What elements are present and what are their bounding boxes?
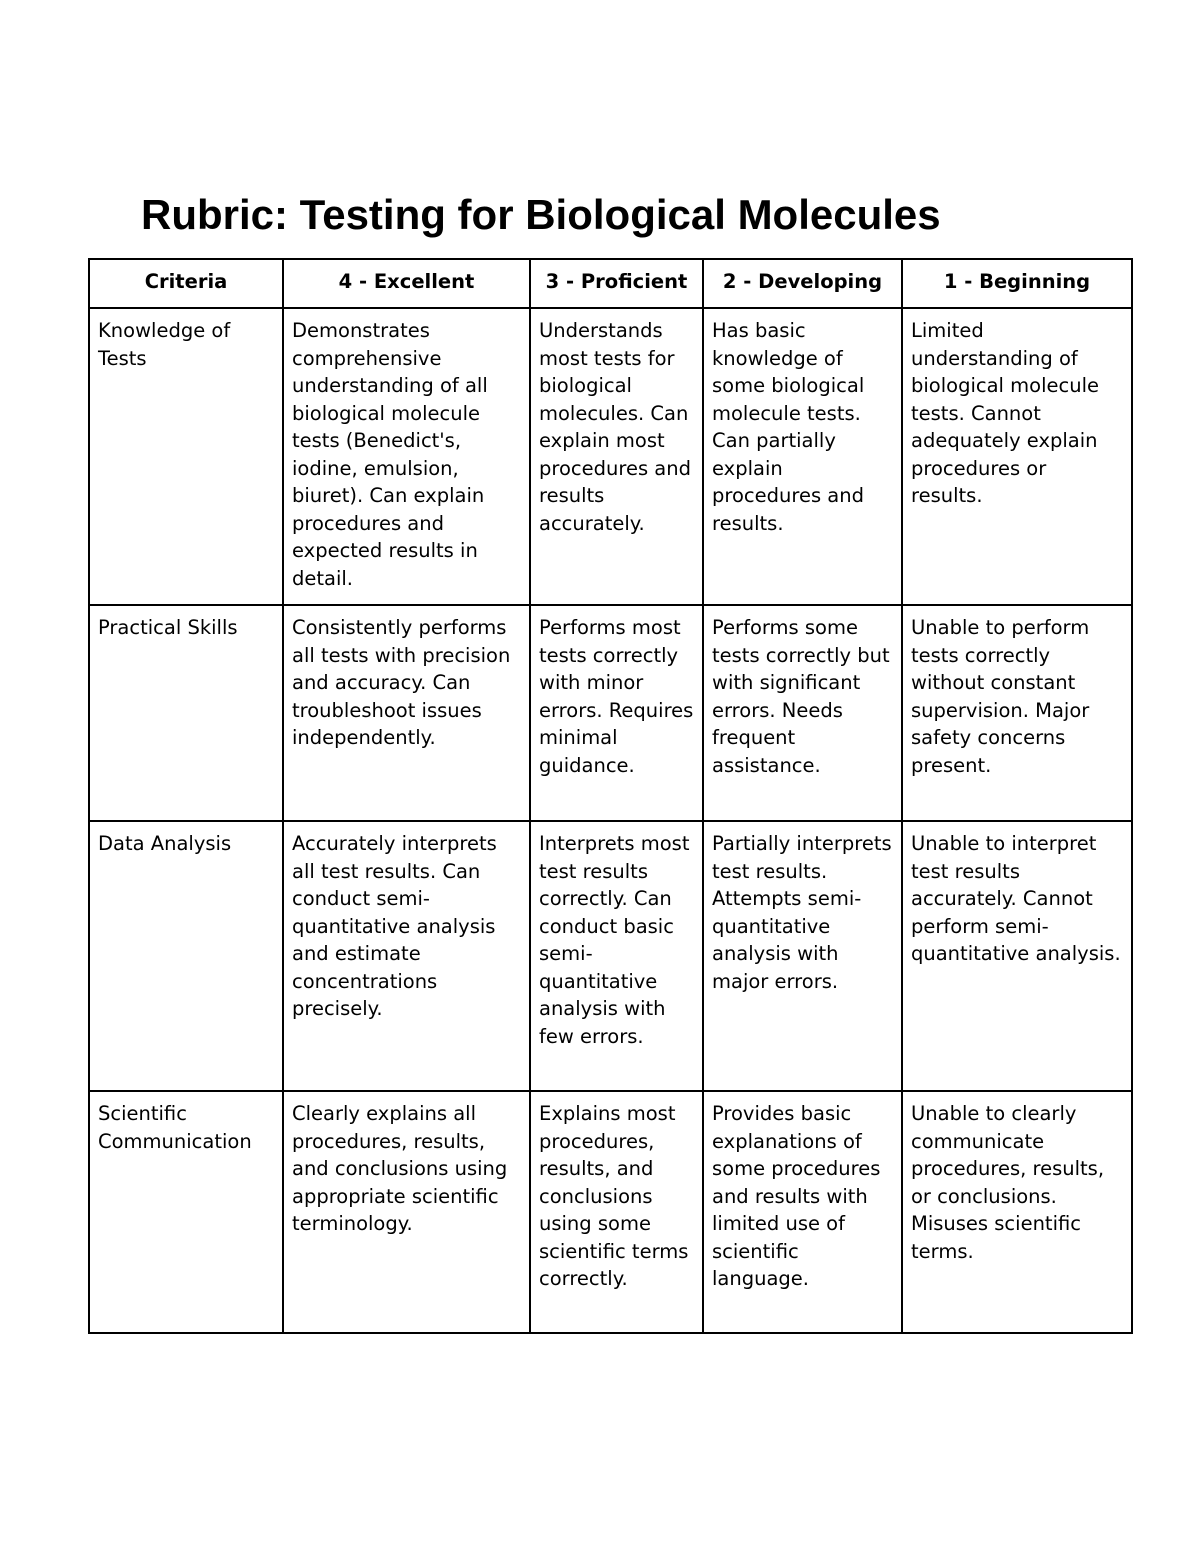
- header-excellent: 4 - Excellent: [283, 259, 530, 308]
- excellent-cell: Accurately interprets all test results. Can conduct semi-quantitative analysis and estimate concentrations precisely.: [283, 821, 530, 1091]
- developing-cell: Partially interprets test results. Attempts semi-quantitative analysis with major errors.: [703, 821, 902, 1091]
- criteria-cell: Practical Skills: [89, 605, 283, 821]
- table-row: [89, 605, 1132, 821]
- proficient-cell: Understands most tests for biological molecules. Can explain most procedures and results accurately.: [530, 308, 703, 605]
- header-proficient: 3 - Proficient: [530, 259, 703, 308]
- header-criteria: Criteria: [89, 259, 283, 308]
- beginning-cell: Unable to interpret test results accurately. Cannot perform semi-quantitative analysis.: [902, 821, 1132, 1091]
- proficient-cell: Interprets most test results correctly. Can conduct basic semi-quantitative analysis with few errors.: [530, 821, 703, 1091]
- developing-cell: Provides basic explanations of some procedures and results with limited use of scientific language.: [703, 1091, 902, 1333]
- criteria-cell: Scientific Communication: [89, 1091, 283, 1333]
- header-developing: 2 - Developing: [703, 259, 902, 308]
- beginning-cell: Limited understanding of biological molecule tests. Cannot adequately explain procedures or results.: [902, 308, 1132, 605]
- table-row: [89, 1091, 1132, 1333]
- beginning-cell: Unable to clearly communicate procedures, results, or conclusions. Misuses scientific terms.: [902, 1091, 1132, 1333]
- proficient-cell: Explains most procedures, results, and conclusions using some scientific terms correctly.: [530, 1091, 703, 1333]
- developing-cell: Has basic knowledge of some biological molecule tests. Can partially explain procedures and results.: [703, 308, 902, 605]
- criteria-cell: Data Analysis: [89, 821, 283, 1091]
- proficient-cell: Performs most tests correctly with minor errors. Requires minimal guidance.: [530, 605, 703, 821]
- excellent-cell: Clearly explains all procedures, results, and conclusions using appropriate scientific terminology.: [283, 1091, 530, 1333]
- excellent-cell: Demonstrates comprehensive understanding of all biological molecule tests (Benedict's, iodine, emulsion, biuret). Can explain procedures and expected results in detail.: [283, 308, 530, 605]
- excellent-cell: Consistently performs all tests with precision and accuracy. Can troubleshoot issues independently.: [283, 605, 530, 821]
- developing-cell: Performs some tests correctly but with significant errors. Needs frequent assistance.: [703, 605, 902, 821]
- beginning-cell: Unable to perform tests correctly without constant supervision. Major safety concerns present.: [902, 605, 1132, 821]
- page-title: Rubric: Testing for Biological Molecules: [141, 191, 941, 238]
- table-row: [89, 821, 1132, 1091]
- rubric-table: [88, 258, 1133, 1334]
- table-header-row: [89, 259, 1132, 308]
- header-beginning: 1 - Beginning: [902, 259, 1132, 308]
- criteria-cell: Knowledge of Tests: [89, 308, 283, 605]
- table-row: [89, 308, 1132, 605]
